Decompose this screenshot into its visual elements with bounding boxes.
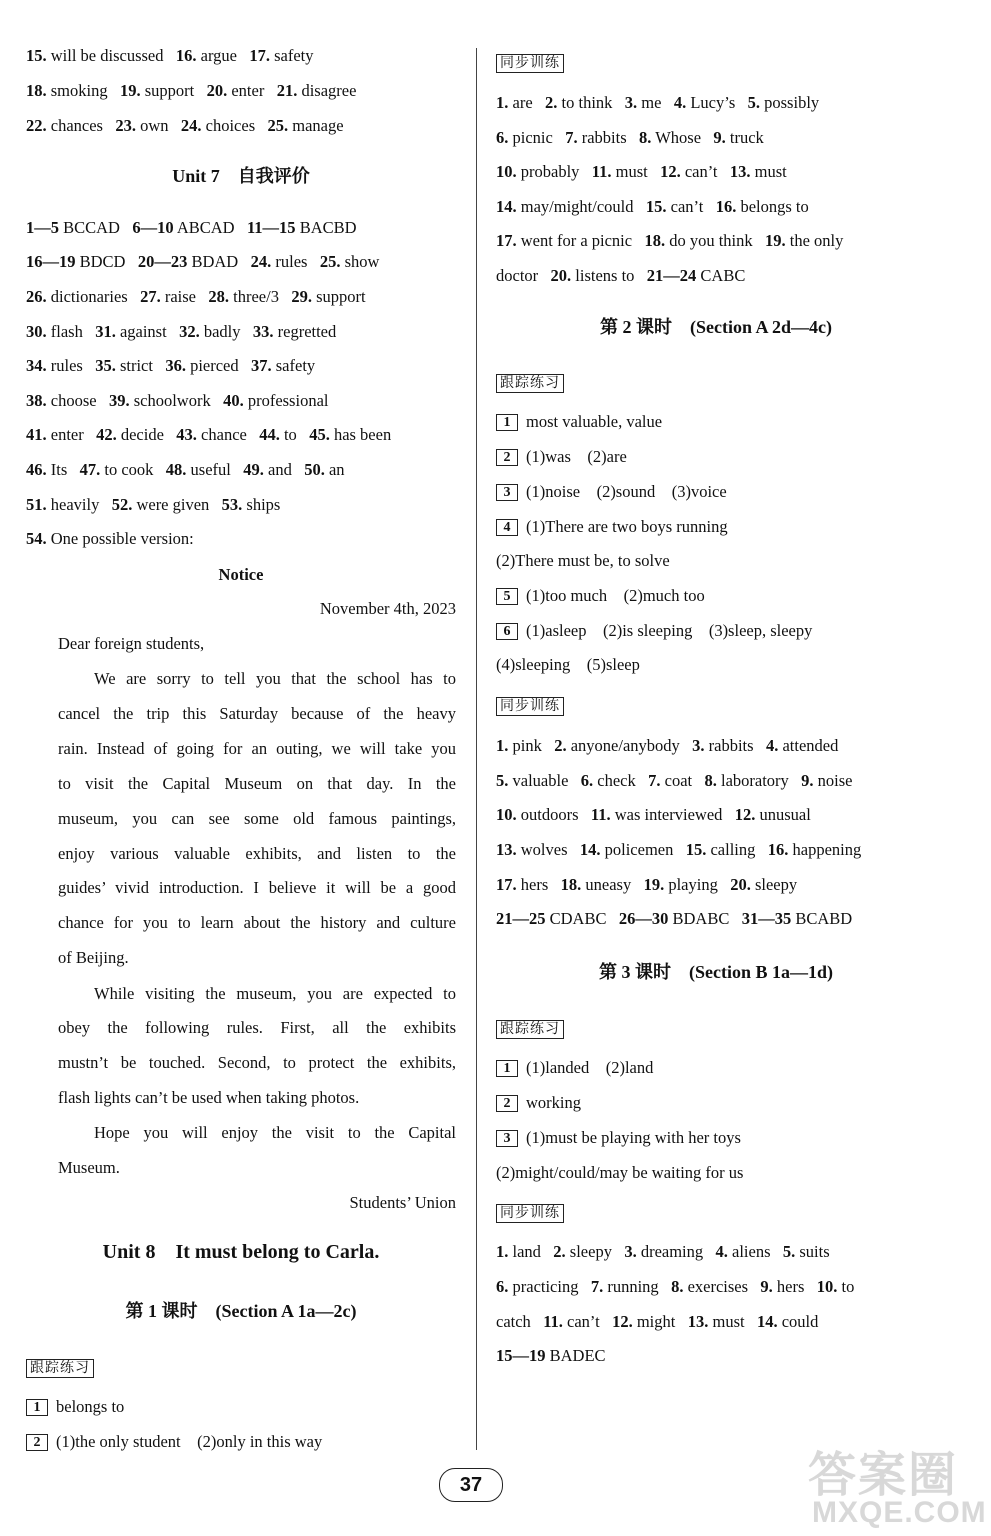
answer-line: 4 (1)There are two boys running (496, 517, 728, 537)
section-label: 跟踪练习 (496, 372, 564, 393)
answer-line: 17. went for a picnic 18. do you think 19. the only (496, 231, 844, 250)
notice-line: We are sorry to tell you that the school has to (94, 669, 456, 688)
answer-line: 15. will be discussed 16. argue 17. safety (26, 46, 314, 65)
answer-line: doctor 20. listens to 21—24 CABC (496, 266, 746, 285)
lesson3-title: 第 3 课时 (Section B 1a—1d) (599, 962, 833, 982)
notice-line: chance for you to learn about the history and culture (58, 913, 456, 932)
section-label: 同步训练 (496, 52, 564, 73)
watermark-url: MXQE.COM (812, 1496, 987, 1529)
answer-line: 3 (1)must be playing with her toys (496, 1128, 741, 1148)
notice-line: enjoy various valuable exhibits, and listen to the (58, 844, 456, 863)
notice-line: cancel the trip this Saturday because of the heavy (58, 704, 456, 723)
answer-line: 5. valuable 6. check 7. coat 8. laboratory 9. noise (496, 771, 853, 790)
notice-line: obey the following rules. First, all the exhibits (58, 1018, 456, 1037)
answer-line: 15—19 BADEC (496, 1346, 606, 1365)
section-label: 同步训练 (496, 695, 564, 716)
notice-line: Museum. (58, 1158, 120, 1177)
answer-line: 41. enter 42. decide 43. chance 44. to 45. has been (26, 425, 392, 444)
notice-greeting: Dear foreign students, (58, 634, 205, 653)
notice-line: rain. Instead of going for an outing, we will take you (58, 739, 456, 758)
answer-line: 3 (1)noise (2)sound (3)voice (496, 482, 727, 502)
answer-line: 10. probably 11. must 12. can’t 13. must (496, 162, 787, 181)
answer-line: 6 (1)asleep (2)is sleeping (3)sleep, sleepy (496, 621, 812, 641)
answer-line: 1. pink 2. anyone/anybody 3. rabbits 4. attended (496, 736, 839, 755)
answer-line: catch 11. can’t 12. might 13. must 14. could (496, 1312, 819, 1331)
notice-line: Hope you will enjoy the visit to the Capital (94, 1123, 456, 1142)
notice-line: guides’ vivid introduction. I believe it will be a good (58, 878, 456, 897)
answer-line: 6. practicing 7. running 8. exercises 9. hers 10. to (496, 1277, 855, 1296)
section-label: 跟踪练习 (26, 1357, 94, 1378)
answer-line: 18. smoking 19. support 20. enter 21. disagree (26, 81, 357, 100)
watermark-logo: 答案圈 (808, 1449, 959, 1502)
answer-line: 16—19 BDCD 20—23 BDAD 24. rules 25. show (26, 252, 380, 271)
answer-line: 10. outdoors 11. was interviewed 12. unusual (496, 805, 811, 824)
unit8-title: Unit 8 It must belong to Carla. (102, 1241, 380, 1263)
section-label: 同步训练 (496, 1202, 564, 1223)
answer-line: 38. choose 39. schoolwork 40. professional (26, 391, 329, 410)
notice-line: mustn’t be touched. Second, to protect the exhibits, (58, 1053, 456, 1072)
notice-date: November 4th, 2023 (319, 599, 456, 618)
answer-line: 54. One possible version: (26, 529, 194, 548)
notice-title: Notice (218, 565, 264, 584)
answer-line: 5 (1)too much (2)much too (496, 586, 705, 606)
page-number: 37 (439, 1468, 503, 1502)
lesson1-title: 第 1 课时 (Section A 1a—2c) (125, 1301, 357, 1321)
notice-line: to visit the Capital Museum on that day. In the (58, 774, 456, 793)
answer-line: 13. wolves 14. policemen 15. calling 16. happening (496, 840, 862, 859)
answer-line: 6. picnic 7. rabbits 8. Whose 9. truck (496, 128, 764, 147)
answer-line: (2)might/could/may be waiting for us (496, 1163, 744, 1182)
answer-line: 14. may/might/could 15. can’t 16. belongs to (496, 197, 809, 216)
answer-line: 1 most valuable, value (496, 412, 662, 432)
answer-line: 30. flash 31. against 32. badly 33. regretted (26, 322, 337, 341)
answer-line: 34. rules 35. strict 36. pierced 37. safety (26, 356, 316, 375)
answer-line: 26. dictionaries 27. raise 28. three/3 29. support (26, 287, 366, 306)
answer-line: 46. Its 47. to cook 48. useful 49. and 50. an (26, 460, 345, 479)
column-divider (476, 48, 477, 1450)
unit7-title: Unit 7 自我评价 (172, 166, 310, 186)
notice-line: flash lights can’t be used when taking photos. (58, 1088, 360, 1107)
answer-line: 2 (1)the only student (2)only in this way (26, 1432, 322, 1452)
answer-line: 1 (1)landed (2)land (496, 1058, 653, 1078)
answer-line: 1. are 2. to think 3. me 4. Lucy’s 5. possibly (496, 93, 820, 112)
answer-line: (4)sleeping (5)sleep (496, 655, 640, 674)
lesson2-title: 第 2 课时 (Section A 2d—4c) (600, 317, 832, 337)
answer-line: 17. hers 18. uneasy 19. playing 20. sleepy (496, 875, 798, 894)
notice-line: museum, you can see some old famous paintings, (58, 809, 456, 828)
answer-line: 1 belongs to (26, 1397, 124, 1417)
answer-line: 2 working (496, 1093, 581, 1113)
answer-line: (2)There must be, to solve (496, 551, 670, 570)
answer-line: 2 (1)was (2)are (496, 447, 627, 467)
answer-line: 51. heavily 52. were given 53. ships (26, 495, 281, 514)
notice-line: While visiting the museum, you are expected to (94, 984, 456, 1003)
answer-line: 21—25 CDABC 26—30 BDABC 31—35 BCABD (496, 909, 853, 928)
answer-line: 22. chances 23. own 24. choices 25. manage (26, 116, 344, 135)
notice-line: of Beijing. (58, 948, 129, 967)
section-label: 跟踪练习 (496, 1018, 564, 1039)
answer-line: 1. land 2. sleepy 3. dreaming 4. aliens 5. suits (496, 1242, 830, 1261)
answer-line: 1—5 BCCAD 6—10 ABCAD 11—15 BACBD (26, 218, 357, 237)
notice-signature: Students’ Union (349, 1193, 456, 1212)
